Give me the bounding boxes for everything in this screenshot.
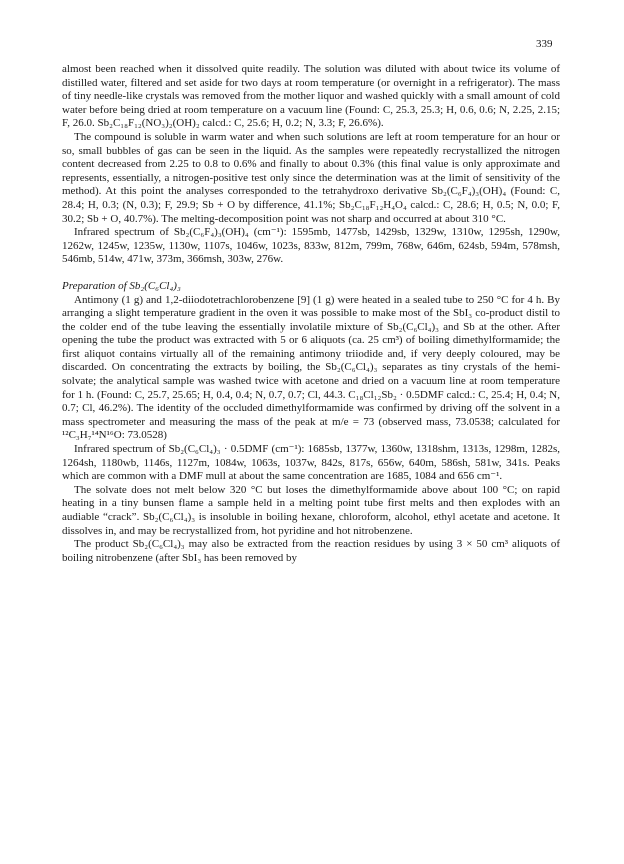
section-heading: Preparation of Sb₂(C₆Cl₄)₃	[62, 279, 181, 292]
paragraph-extraction: The product Sb₂(C₆Cl₄)₃ may also be extracted from the reaction residues by using 3 × 50 cm³ aliquots of boiling nitrobenzene (after SbI₃ has been removed by	[62, 538, 560, 564]
paragraph-ir-spectrum-chloro: Infrared spectrum of Sb₂(C₆Cl₄)₃ · 0.5DMF (cm⁻¹): 1685sb, 1377w, 1360w, 1318shm, 1313s, 1298m, 1282s, 1264sh, 1180wb, 1146s, 1127m, 1084w, 1063s, 1037w, 842s, 817s, 656w, 640m, 586sh, 581w, 341s. Peaks which are common with a DMF mull at about the same concentration are 1685, 1084 and 656 cm⁻¹.	[62, 443, 560, 483]
paragraph-solubility: The compound is soluble in warm water and when such solutions are left at room temperature for an hour or so, small bubbles of gas can be seen in the liquid. As the samples were repeatedly recrystallized the nitrogen content decreased from 2.25 to 0.8 to 0.6% and finally to about 0.3% (this final value is only approximate and represents, essentially, a nitrogen-positive test only since the determination was at the limit of sensitivity of the method). At this point the analyses corresponded to the tetrahydroxo derivative Sb₂(C₆F₄)₃(OH)₄ (Found: C, 28.4; H, 0.3; (N, 0.3); F, 29.9; Sb + O by difference, 41.1%; Sb₂C₁₈F₁₂H₄O₄ calcd.: C, 28.6; H, 0.5; N, 0.0; F, 30.2; Sb + O, 40.7%). The melting-decomposition point was not sharp and occurred at about 310 °C.	[62, 130, 560, 225]
paragraph-continuation: almost been reached when it dissolved quite readily. The solution was diluted with about twice its volume of distilled water, filtered and set aside for two days at room temperature (or overnight in a refrigerator). The mass of tiny needle-like crystals was removed from the mother liquor and washed quickly with a small amount of cold water before being dried at room temperature on a vacuum line (Found: C, 25.3, 25.3; H, 0.6, 0.6; N, 2.25, 2.15; F, 26.0. Sb₂C₁₈F₁₂(NO₃)₂(OH)₂ calcd.: C, 25.6; H, 0.2; N, 3.3; F, 26.6%).	[62, 63, 560, 130]
paragraph-solvate-properties: The solvate does not melt below 320 °C but loses the dimethylformamide above about 100 °C; on rapid heating in a tiny bunsen flame a sample held in a melting point tube first melts and then explodes with an audiable “crack”. Sb₂(C₆Cl₄)₃ is insoluble in boiling hexane, chloroform, alcohol, ethyl acetate and acetone. It dissolves in, and may be recrystallized from, hot pyridine and hot nitrobenzene.	[62, 483, 560, 537]
paragraph-ir-spectrum-fluoro: Infrared spectrum of Sb₂(C₆F₄)₃(OH)₄ (cm⁻¹): 1595mb, 1477sb, 1429sb, 1329w, 1310w, 1295sh, 1290w, 1262w, 1245w, 1235w, 1130w, 1107s, 1046w, 1023s, 833w, 812m, 799m, 768w, 646m, 624sb, 594m, 578msh, 546mb, 514w, 471w, 373m, 366msh, 303w, 276w.	[62, 226, 560, 266]
article-body	[62, 63, 560, 565]
page-number: 339	[536, 38, 553, 50]
paragraph-preparation: Antimony (1 g) and 1,2-diiodotetrachlorobenzene [9] (1 g) were heated in a sealed tube to 250 °C for 4 h. By arranging a slight temperature gradient in the oven it was possible to make most of the SbI₃ co-product distil to the colder end of the tube leaving the essentially involatile mixture of Sb₂(C₆Cl₄)₃ and Sb at the other. After opening the tube the product was extracted with 5 or 6 aliquots (ca. 25 cm³) of boiling dimethylformamide; the first aliquot contains virtually all of the remaining antimony triiodide and, if very deeply coloured, may be discarded. On concentrating the extracts by boiling, the Sb₂(C₆Cl₄)₃ separates as tiny crystals of the hemi-solvate; the analytical sample was washed twice with acetone and dried on a vacuum line at room temperature for 1 h. (Found: C, 25.7, 25.65; H, 0.4, 0.4; N, 0.7, 0.7; Cl, 44.3. C₁₈Cl₁₂Sb₂ · 0.5DMF calcd.: C, 25.4; H, 0.4; N, 0.7; Cl, 46.2%). The identity of the occluded dimethylformamide was confirmed by driving off the solvent in a mass spectrometer and measuring the mass of the peak at m/e = 73 (observed mass, 73.0538; calculated for ¹²C₃H₇¹⁴N¹⁶O: 73.0528)	[62, 293, 560, 442]
